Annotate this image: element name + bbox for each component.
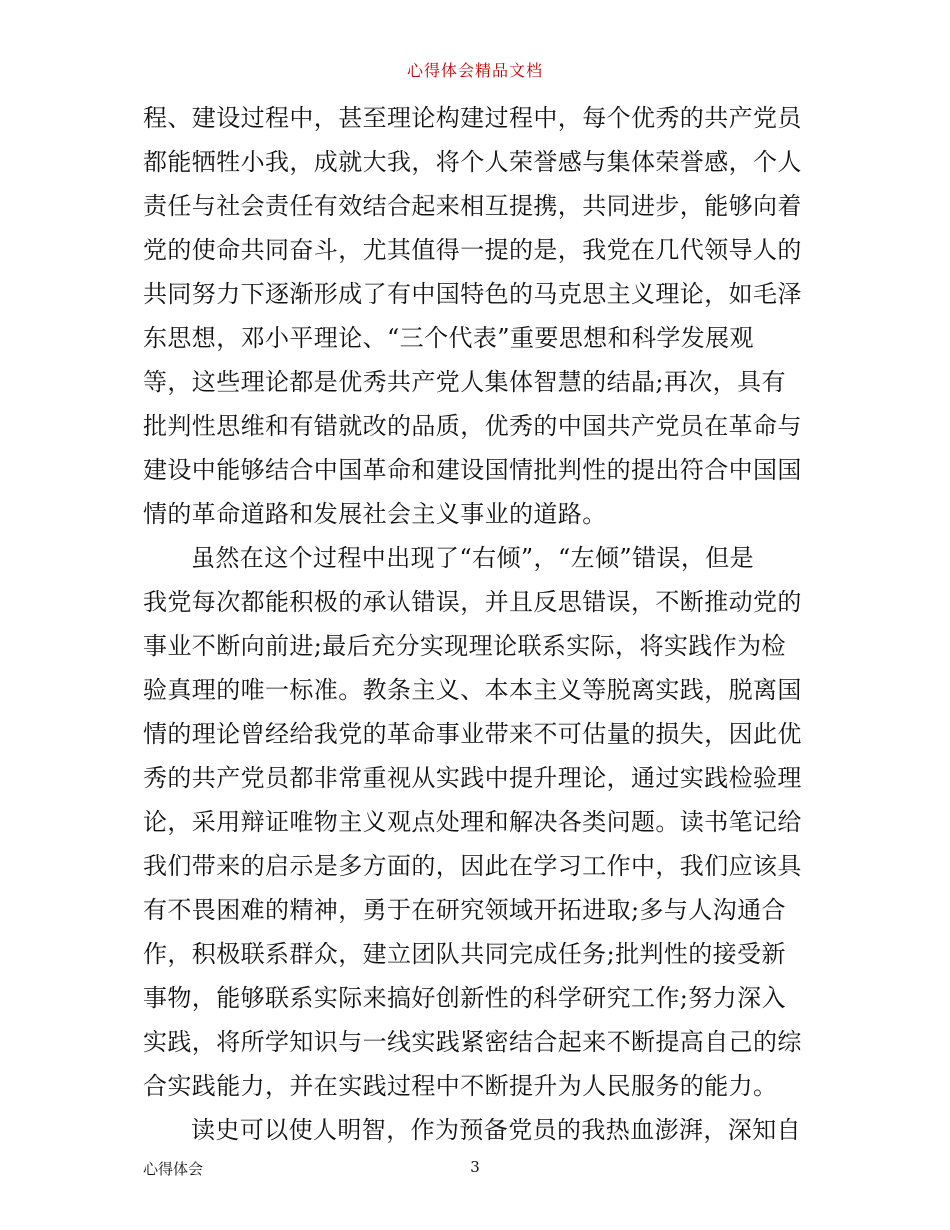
text-line: 事物，能够联系实际来搞好创新性的科学研究工作;努力深入 (143, 984, 786, 1012)
page-header-title: 心得体会精品文档 (406, 61, 543, 80)
text-line: 我党每次都能积极的承认错误，并且反思错误，不断推动党的 (143, 588, 802, 616)
text-line: 验真理的唯一标准。教条主义、本本主义等脱离实践，脱离国 (143, 676, 802, 704)
text-line: 作，积极联系群众，建立团队共同完成任务;批判性的接受新 (143, 940, 786, 968)
footer-label: 心得体会 (143, 1160, 204, 1178)
page-footer (0, 1158, 950, 1182)
text-line: 都能牺牲小我，成就大我，将个人荣誉感与集体荣誉感，个人 (143, 148, 802, 176)
text-line: 情的理论曾经给我党的革命事业带来不可估量的损失，因此优 (143, 720, 802, 748)
document-body (143, 96, 813, 1152)
text-line: 共同努力下逐渐形成了有中国特色的马克思主义理论，如毛泽 (143, 280, 802, 308)
text-line: 东思想，邓小平理论、“三个代表”重要思想和科学发展观 (143, 324, 754, 352)
text-line: 论，采用辩证唯物主义观点处理和解决各类问题。读书笔记给 (143, 808, 802, 836)
text-line: 有不畏困难的精神，勇于在研究领域开拓进取;多与人沟通合 (143, 896, 786, 924)
text-line: 读史可以使人明智，作为预备党员的我热血澎湃，深知自 (191, 1116, 801, 1144)
text-line: 事业不断向前进;最后充分实现理论联系实际，将实践作为检 (143, 632, 786, 660)
text-line: 虽然在这个过程中出现了“右倾”，“左倾”错误，但是 (191, 544, 755, 572)
text-line: 责任与社会责任有效结合起来相互提携，共同进步，能够向着 (143, 192, 802, 220)
text-line: 情的革命道路和发展社会主义事业的道路。 (143, 500, 607, 528)
text-line: 等，这些理论都是优秀共产党人集体智慧的结晶;再次，具有 (143, 368, 786, 396)
text-line: 合实践能力，并在实践过程中不断提升为人民服务的能力。 (143, 1072, 778, 1100)
text-line: 秀的共产党员都非常重视从实践中提升理论，通过实践检验理 (143, 764, 802, 792)
page-number: 3 (470, 1158, 480, 1176)
text-line: 建设中能够结合中国革命和建设国情批判性的提出符合中国国 (143, 456, 802, 484)
text-line: 程、建设过程中，甚至理论构建过程中，每个优秀的共产党员 (143, 104, 802, 132)
text-line: 党的使命共同奋斗，尤其值得一提的是，我党在几代领导人的 (143, 236, 802, 264)
text-line: 批判性思维和有错就改的品质，优秀的中国共产党员在革命与 (143, 412, 802, 440)
text-line: 我们带来的启示是多方面的，因此在学习工作中，我们应该具 (143, 852, 802, 880)
text-line: 实践，将所学知识与一线实践紧密结合起来不断提高自己的综 (143, 1028, 802, 1056)
